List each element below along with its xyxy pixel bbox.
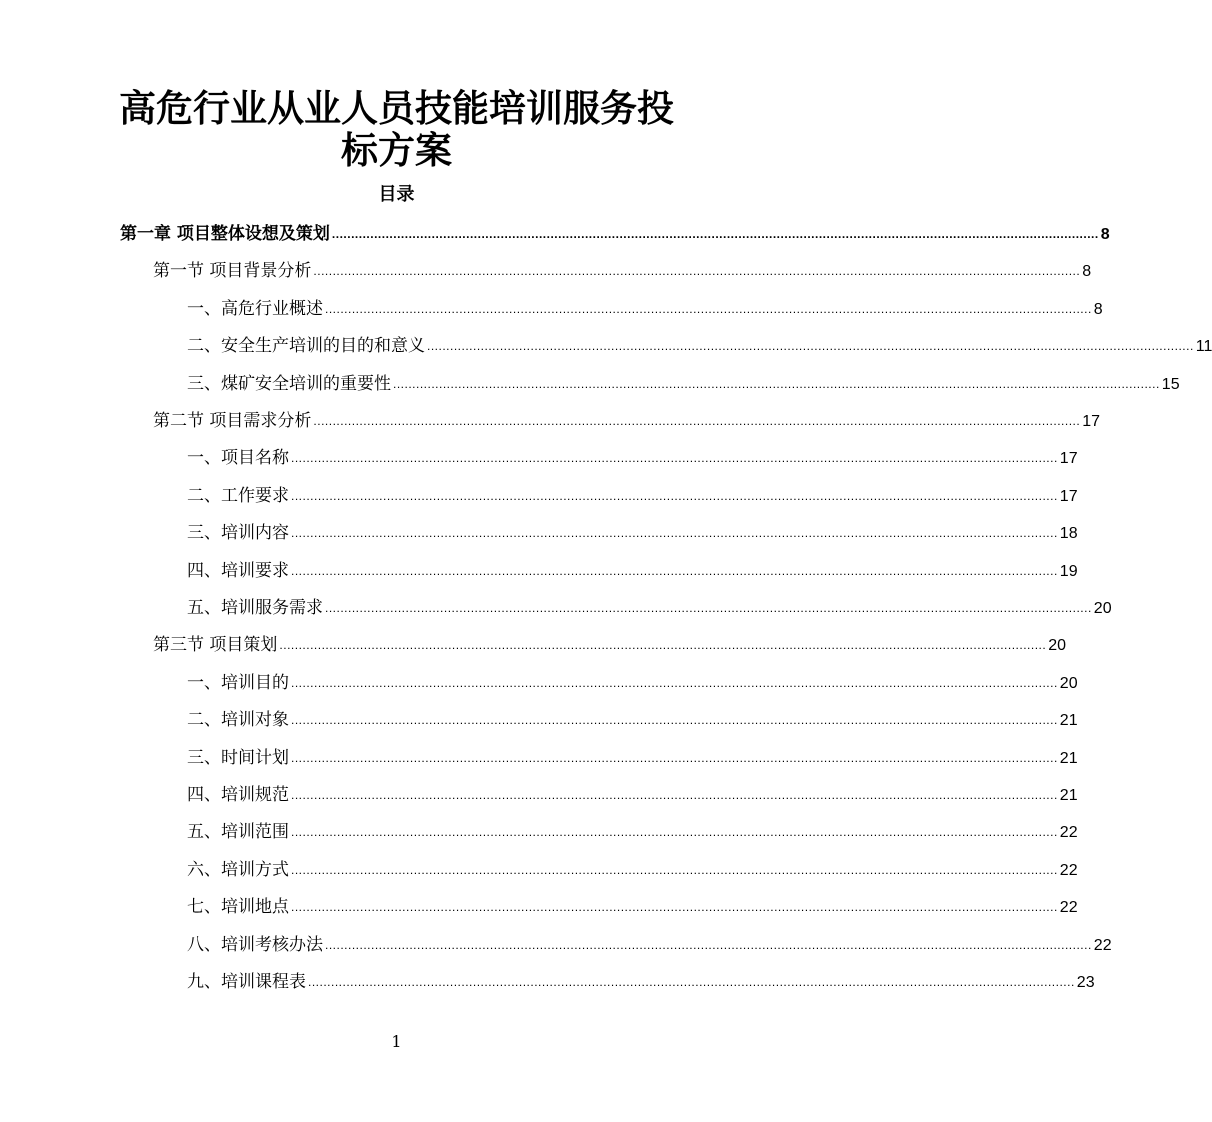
dot-leader: ........................................................................................................................................................................................................ bbox=[291, 488, 1058, 503]
toc-entry-page: 22 bbox=[1093, 936, 1112, 954]
page-number: 1 bbox=[391, 1032, 402, 1051]
toc-entry-label: 七、培训地点 bbox=[187, 897, 289, 918]
toc-entry[interactable] bbox=[187, 289, 1103, 319]
toc-entry-label: 一、高危行业概述 bbox=[187, 298, 323, 319]
dot-leader: ........................................................................................................................................................................................................ bbox=[313, 414, 1081, 428]
toc-entry-label: 第一节 项目背景分析 bbox=[153, 261, 312, 282]
toc-entry-page: 21 bbox=[1059, 787, 1078, 804]
toc-entry-label: 二、安全生产培训的目的和意义 bbox=[187, 336, 425, 357]
toc-entry-label: 六、培训方式 bbox=[187, 859, 289, 880]
toc-entry-label: 二、工作要求 bbox=[187, 485, 289, 506]
toc-entry[interactable] bbox=[187, 551, 1078, 581]
toc-entry[interactable] bbox=[187, 364, 1180, 394]
toc-entry-label: 五、培训服务需求 bbox=[187, 598, 323, 618]
toc-entry-label: 第一章 项目整体设想及策划 bbox=[120, 224, 330, 244]
toc-entry-page: 17 bbox=[1059, 487, 1078, 505]
toc-entry-page: 17 bbox=[1082, 413, 1100, 430]
toc-entry-page: 11 bbox=[1195, 338, 1212, 356]
toc-entry-label: 三、时间计划 bbox=[187, 747, 289, 768]
toc-entry-label: 四、培训要求 bbox=[187, 560, 289, 581]
dot-leader: ........................................................................................................................................................................................................ bbox=[291, 675, 1058, 690]
dot-leader: ........................................................................................................................................................................................................ bbox=[325, 301, 1092, 316]
toc-entry[interactable] bbox=[153, 251, 1092, 282]
toc-entry-page: 8 bbox=[1100, 226, 1110, 243]
toc-entry-label: 三、培训内容 bbox=[187, 523, 289, 544]
document-title bbox=[0, 88, 793, 172]
toc-entry-page: 19 bbox=[1059, 562, 1078, 580]
toc-entry-label: 三、煤矿安全培训的重要性 bbox=[187, 373, 391, 394]
toc-entry[interactable] bbox=[187, 513, 1078, 544]
toc-entry-page: 17 bbox=[1059, 450, 1078, 468]
dot-leader: ........................................................................................................................................................................................................ bbox=[308, 975, 1075, 989]
toc-entry[interactable] bbox=[187, 663, 1078, 693]
dot-leader: ........................................................................................................................................................................................................ bbox=[393, 376, 1160, 391]
dot-leader: ........................................................................................................................................................................................................ bbox=[325, 937, 1092, 952]
dot-leader: ........................................................................................................................................................................................................ bbox=[291, 563, 1058, 578]
toc-entry[interactable] bbox=[187, 962, 1095, 992]
dot-leader: ........................................................................................................................................................................................................ bbox=[291, 788, 1058, 802]
dot-leader: ........................................................................................................................................................................................................ bbox=[291, 825, 1058, 840]
dot-leader: ........................................................................................................................................................................................................ bbox=[325, 601, 1092, 615]
title-line-2: 标方案 bbox=[341, 129, 452, 172]
toc-entry-label: 五、培训范围 bbox=[187, 822, 289, 843]
toc-entry-page: 22 bbox=[1059, 824, 1078, 842]
toc-entry-page: 15 bbox=[1161, 375, 1180, 393]
toc-entry-page: 22 bbox=[1059, 899, 1078, 917]
toc-entry-page: 22 bbox=[1059, 861, 1078, 879]
toc-entry[interactable] bbox=[187, 588, 1112, 618]
toc-entry-label: 一、项目名称 bbox=[187, 448, 289, 469]
toc-entry-label: 一、培训目的 bbox=[187, 672, 289, 693]
toc-entry[interactable] bbox=[187, 326, 1212, 357]
toc-entry[interactable] bbox=[153, 625, 1066, 656]
dot-leader: ........................................................................................................................................................................................................ bbox=[291, 526, 1058, 541]
dot-leader: ........................................................................................................................................................................................................ bbox=[331, 227, 1099, 241]
dot-leader: ........................................................................................................................................................................................................ bbox=[291, 451, 1058, 466]
toc-heading: 目录 bbox=[378, 184, 415, 205]
toc-entry[interactable] bbox=[187, 476, 1078, 506]
toc-entry[interactable] bbox=[187, 850, 1078, 880]
toc-entry-page: 18 bbox=[1059, 525, 1078, 543]
toc-entry[interactable] bbox=[187, 438, 1078, 469]
toc-entry-page: 21 bbox=[1059, 749, 1078, 767]
dot-leader: ........................................................................................................................................................................................................ bbox=[291, 750, 1058, 765]
toc-entry-label: 八、培训考核办法 bbox=[187, 934, 323, 955]
toc-entry[interactable] bbox=[187, 925, 1112, 955]
toc-entry[interactable] bbox=[120, 214, 1110, 244]
toc-entry-page: 8 bbox=[1082, 263, 1092, 281]
toc-entry-label: 九、培训课程表 bbox=[187, 972, 306, 992]
toc-entry[interactable] bbox=[187, 700, 1078, 731]
toc-entry-page: 20 bbox=[1059, 674, 1078, 692]
toc-entry-page: 21 bbox=[1059, 712, 1078, 730]
toc-entry-label: 第三节 项目策划 bbox=[153, 635, 278, 656]
toc-entry-label: 四、培训规范 bbox=[187, 785, 289, 805]
dot-leader: ........................................................................................................................................................................................................ bbox=[291, 713, 1058, 728]
dot-leader: ........................................................................................................................................................................................................ bbox=[279, 638, 1047, 653]
dot-leader: ........................................................................................................................................................................................................ bbox=[291, 900, 1058, 915]
toc-entry[interactable] bbox=[187, 775, 1078, 805]
toc-entry-label: 第二节 项目需求分析 bbox=[153, 411, 312, 431]
toc-entry[interactable] bbox=[153, 401, 1100, 431]
dot-leader: ........................................................................................................................................................................................................ bbox=[313, 264, 1081, 279]
toc-entry-label: 二、培训对象 bbox=[187, 710, 289, 731]
dot-leader: ........................................................................................................................................................................................................ bbox=[291, 862, 1058, 877]
toc-entry[interactable] bbox=[187, 812, 1078, 843]
title-line-1: 高危行业从业人员技能培训服务投 bbox=[119, 87, 674, 130]
toc-entry-page: 20 bbox=[1048, 637, 1066, 655]
toc-entry-page: 20 bbox=[1093, 600, 1112, 617]
toc-entry-page: 8 bbox=[1093, 300, 1103, 318]
dot-leader: ........................................................................................................................................................................................................ bbox=[427, 339, 1194, 354]
toc-entry[interactable] bbox=[187, 738, 1078, 768]
toc-entry[interactable] bbox=[187, 887, 1078, 918]
toc-entry-page: 23 bbox=[1076, 974, 1095, 991]
